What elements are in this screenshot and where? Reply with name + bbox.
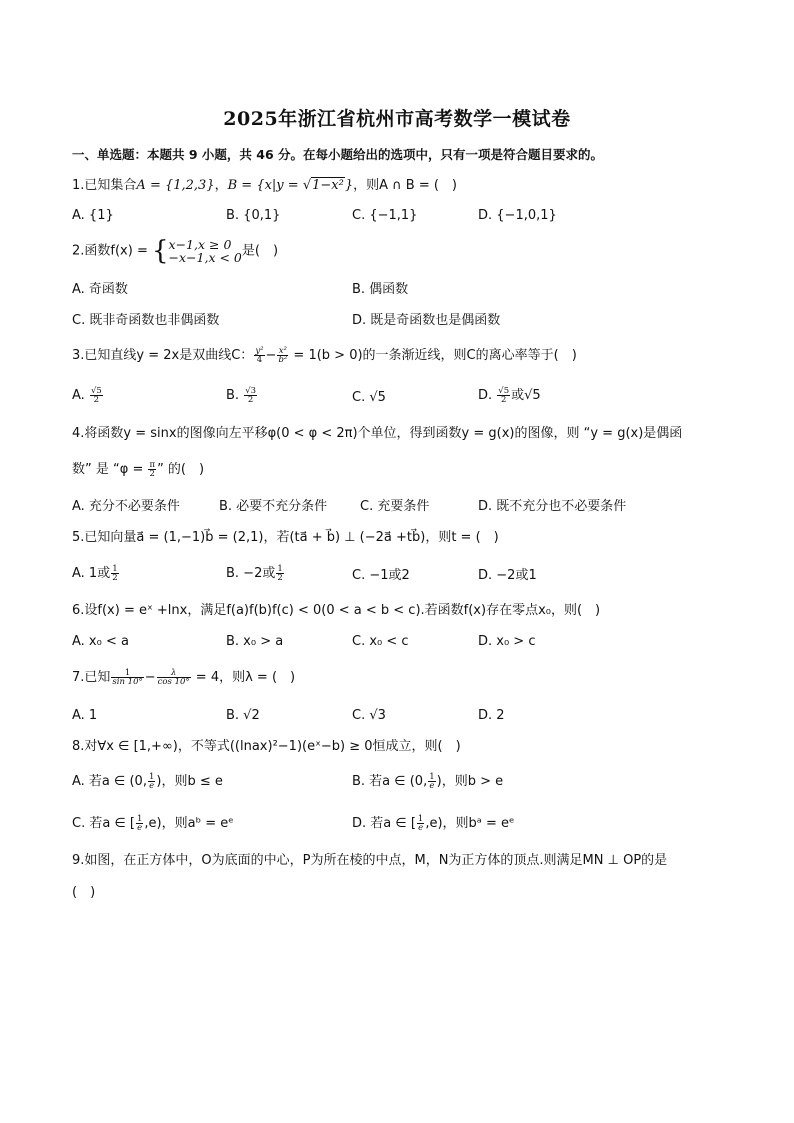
fraction: $\frac{\text{y²}}{4}$ (255, 345, 264, 365)
option: B. −2或 $\frac{1}{2}$ (226, 563, 283, 583)
fraction: $\frac{1}{\sin 10^\circ}$ (112, 667, 143, 687)
option: A. 1 (72, 708, 98, 723)
option: B. 偶函数 (352, 282, 409, 297)
question-2: 2.函数f(x) = { x−1,x ≥ 0 −x−1,x < 0 是( ) (72, 236, 279, 266)
option: B. √2 (226, 708, 260, 723)
piecewise-brace: { (151, 236, 169, 266)
option: B. 必要不充分条件 (219, 499, 328, 514)
option: C. 若a ∈ [ $\frac{1}{e}$ ,e)，则aᵇ = eᵉ (72, 813, 234, 833)
question-number: 1. (72, 178, 85, 193)
option: C. −1或2 (352, 568, 410, 583)
option: C. {−1,1} (352, 208, 418, 223)
question-5: 5.已知向量a⃗ = (1,−1)b⃗ = (2,1)，若(ta⃗ + b⃗) ⊥ (−2a⃗ +tb⃗)，则t = ( ) (72, 530, 499, 545)
question-6: 6.设f(x) = eˣ +lnx，满足f(a)f(b)f(c) < 0(0 < a < b < c).若函数f(x)存在零点x₀，则( ) (72, 603, 601, 618)
question-number: 4. (72, 426, 85, 441)
question-8: 8.对∀x ∈ [1,+∞)，不等式((lnax)²−1)(eˣ−b) ≥ 0恒成立，则( ) (72, 739, 461, 754)
option: D. $\frac{√5}{2}$ 或√5 (478, 385, 541, 405)
question-4-continued: 数” 是 “φ = $\frac{\pi}{2}$ ” 的( ) (72, 459, 205, 479)
option: A. 充分不必要条件 (72, 499, 180, 514)
question-9: 9.如图，在正方体中，O为底面的中心，P为所在棱的中点，M，N为正方体的顶点.则满足MN ⊥ OP的是 (72, 853, 668, 868)
question-9-continued: ( ) (72, 885, 96, 900)
option: A. {1} (72, 208, 114, 223)
question-7: 7.已知 $\frac{1}{\sin 10^\circ}$ − $\frac{\lambda}{\cos 10^\circ}$ = 4，则λ = ( ) (72, 667, 296, 687)
option: D. 2 (478, 708, 505, 723)
option: A. x₀ < a (72, 634, 129, 649)
question-number: 5. (72, 530, 85, 545)
option: C. 充要条件 (360, 499, 430, 514)
option: C. 既非奇函数也非偶函数 (72, 313, 220, 328)
option: C. √3 (352, 708, 386, 723)
option: B. $\frac{√3}{2}$ (226, 385, 257, 405)
option: D. x₀ > c (478, 634, 536, 649)
option: A. 1或 $\frac{1}{2}$ (72, 563, 118, 583)
question-number: 2. (72, 243, 85, 259)
option: A. 奇函数 (72, 282, 128, 297)
question-number: 3. (72, 348, 85, 363)
page-title: 2025年浙江省杭州市高考数学一模试卷 (223, 108, 571, 130)
question-4: 4.将函数y = sinx的图像向左平移φ(0 < φ < 2π)个单位，得到函数y = g(x)的图像，则 “y = g(x)是偶函 (72, 426, 683, 441)
option: D. {−1,0,1} (478, 208, 557, 223)
option: B. x₀ > a (226, 634, 284, 649)
option: D. 既是奇函数也是偶函数 (352, 313, 501, 328)
fraction: $\frac{\lambda}{\cos 10^\circ}$ (157, 667, 190, 687)
fraction: $\frac{\pi}{2}$ (149, 459, 156, 479)
option: B. 若a ∈ (0, $\frac{1}{e}$ )，则b > e (352, 771, 504, 791)
section-heading: 一、单选题：本题共 9 小题，共 46 分。在每小题给出的选项中，只有一项是符合题目要求的。 (72, 147, 604, 162)
question-number: 8. (72, 739, 85, 754)
option: C. √5 (352, 390, 386, 405)
option: A. $\frac{√5}{2}$ (72, 385, 102, 405)
fraction: $\frac{\text{x²}}{\text{b²}}$ (278, 345, 288, 365)
question-number: 6. (72, 603, 85, 618)
piecewise-cases: x−1,x ≥ 0 −x−1,x < 0 (168, 237, 242, 265)
option: C. x₀ < c (352, 634, 409, 649)
option: D. −2或1 (478, 568, 537, 583)
sqrt-expression: √1−x² (302, 178, 344, 193)
question-number: 7. (72, 670, 85, 685)
question-3: 3.已知直线y = 2x是双曲线C： $\frac{\text{y²}}{4}$ − $\frac{\text{x²}}{\text{b²}}$ = 1(b > 0)的一条渐近线，则C的离心率等于( ) (72, 345, 577, 365)
option: D. 若a ∈ [ $\frac{1}{e}$ ,e)，则bᵃ = eᵉ (352, 813, 515, 833)
option: A. 若a ∈ (0, $\frac{1}{e}$ )，则b ≤ e (72, 771, 223, 791)
option: B. {0,1} (226, 208, 281, 223)
question-number: 9. (72, 853, 85, 868)
option: D. 既不充分也不必要条件 (478, 499, 627, 514)
question-1: 1.已知集合A = {1,2,3}，B = {x|y = √1−x²}，则A ∩ B = ( ) (72, 178, 458, 193)
